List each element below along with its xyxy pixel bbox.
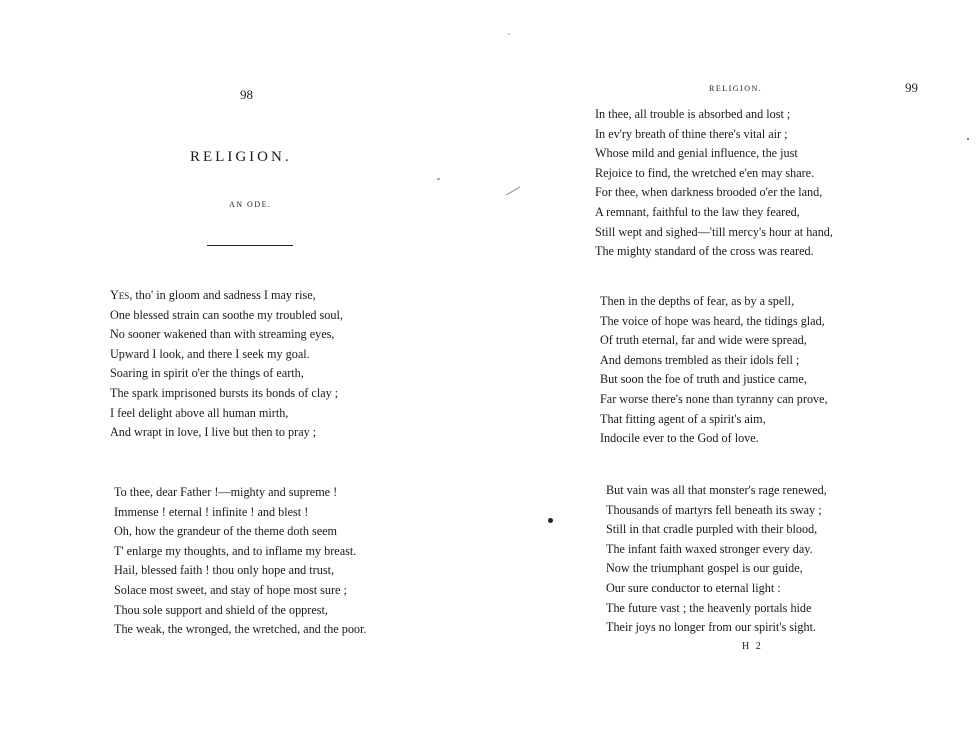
right-stanza-3 bbox=[606, 481, 827, 638]
poem-line: Oh, how the grandeur of the theme doth seem bbox=[114, 524, 338, 539]
poem-line: For thee, when darkness brooded o'er the land, bbox=[595, 185, 823, 200]
poem-line: The weak, the wronged, the wretched, and the poor. bbox=[114, 622, 367, 637]
poem-title: RELIGION. bbox=[190, 149, 292, 165]
poem-line: Thou sole support and shield of the opprest, bbox=[114, 602, 328, 617]
left-stanza-2 bbox=[114, 483, 366, 640]
poem-line: But soon the foe of truth and justice came, bbox=[600, 372, 807, 387]
poem-line: Indocile ever to the God of love. bbox=[600, 431, 759, 446]
left-page-number: 98 bbox=[240, 87, 253, 102]
poem-line: That fitting agent of a spirit's aim, bbox=[600, 411, 766, 426]
ink-speck bbox=[548, 518, 553, 523]
poem-line: The infant faith waxed stronger every day. bbox=[606, 541, 813, 556]
poem-line: In ev'ry breath of thine there's vital air ; bbox=[595, 126, 788, 141]
poem-line: One blessed strain can soothe my troubled soul, bbox=[110, 307, 343, 322]
running-head: RELIGION. bbox=[709, 84, 763, 93]
poem-line: The mighty standard of the cross was reared. bbox=[595, 244, 814, 259]
poem-line: I feel delight above all human mirth, bbox=[110, 405, 289, 420]
poem-line: Thousands of martyrs fell beneath its sway ; bbox=[606, 502, 822, 517]
poem-line: Yes, tho' in gloom and sadness I may rise, bbox=[110, 288, 316, 302]
poem-line: A remnant, faithful to the law they feared, bbox=[595, 204, 800, 219]
poem-line: And demons trembled as their idols fell ; bbox=[600, 352, 800, 367]
poem-line: Still wept and sighed—'till mercy's hour at hand, bbox=[595, 224, 833, 239]
ink-speck bbox=[437, 178, 440, 180]
poem-line: Immense ! eternal ! infinite ! and blest ! bbox=[114, 504, 309, 519]
poem-line: Of truth eternal, far and wide were spread, bbox=[600, 333, 807, 348]
poem-line: Soaring in spirit o'er the things of earth, bbox=[110, 366, 304, 381]
stray-mark bbox=[505, 186, 521, 196]
poem-line: Hail, blessed faith ! thou only hope and trust, bbox=[114, 563, 335, 578]
poem-line: Then in the depths of fear, as by a spell, bbox=[600, 294, 795, 308]
right-stanza-2 bbox=[600, 292, 828, 449]
left-stanza-1 bbox=[110, 286, 343, 443]
poem-line: To thee, dear Father !—mighty and supreme ! bbox=[114, 485, 338, 499]
poem-line: Upward I look, and there I seek my goal. bbox=[110, 346, 310, 361]
right-stanza-1 bbox=[595, 105, 833, 262]
poem-line: The spark imprisoned bursts its bonds of clay ; bbox=[110, 385, 339, 400]
poem-line: Still in that cradle purpled with their blood, bbox=[606, 522, 818, 537]
poem-line: Whose mild and genial influence, the just bbox=[595, 146, 798, 161]
poem-line: No sooner wakened than with streaming eyes, bbox=[110, 327, 335, 342]
title-rule bbox=[207, 245, 293, 246]
poem-line: But vain was all that monster's rage renewed, bbox=[606, 483, 827, 497]
signature-mark: H 2 bbox=[742, 641, 763, 652]
poem-line: Their joys no longer from our spirit's sight. bbox=[606, 620, 817, 635]
ink-speck bbox=[967, 138, 969, 140]
ink-speck bbox=[508, 33, 510, 35]
right-page-number: 99 bbox=[905, 80, 918, 95]
poem-line: Solace most sweet, and stay of hope most sure ; bbox=[114, 582, 347, 597]
poem-line: The future vast ; the heavenly portals hide bbox=[606, 600, 812, 615]
poem-line: Rejoice to find, the wretched e'en may share. bbox=[595, 165, 815, 180]
poem-line: And wrapt in love, I live but then to pray ; bbox=[110, 425, 317, 440]
poem-line: In thee, all trouble is absorbed and lost ; bbox=[595, 107, 791, 121]
poem-line: Our sure conductor to eternal light : bbox=[606, 580, 781, 595]
drop-word: Yes bbox=[110, 288, 130, 302]
poem-line: Far worse there's none than tyranny can prove, bbox=[600, 391, 828, 406]
poem-line: T' enlarge my thoughts, and to inflame my breast. bbox=[114, 543, 357, 558]
poem-line: The voice of hope was heard, the tidings glad, bbox=[600, 313, 825, 328]
poem-line: Now the triumphant gospel is our guide, bbox=[606, 561, 803, 576]
poem-subtitle: AN ODE. bbox=[229, 200, 272, 209]
